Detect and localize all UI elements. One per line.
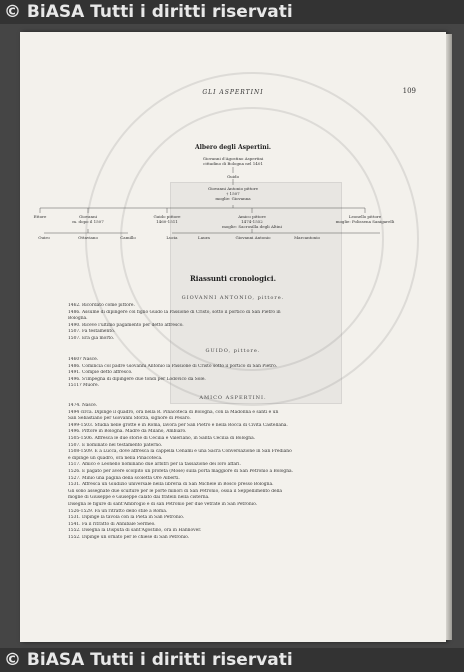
entry-line: 1499-1503. Studia nelle grotte e in Roma, lavora per San Pietro e nella Rocca di Civita Castellana.	[68, 422, 288, 428]
entry-line: 1474. Nasce.	[68, 403, 98, 408]
entry-line: 1507. Fa testamento.	[68, 329, 116, 335]
entry-line: 1460? Nasce.	[68, 357, 99, 362]
tree-gen3-line3: moglie: Giovanna	[215, 196, 251, 201]
tree-child-amico-line3: moglie: Sacrosilla degli Altini	[222, 224, 282, 229]
entry-line: 1494 circa. Dipinge il quadro, ora nella R. Pinacoteca di Bologna, con la Madonna e santi e un	[68, 409, 279, 415]
tree-child-amico-line1: Amico pittore	[238, 214, 266, 219]
section-title: Riassunti cronologici.	[189, 274, 277, 283]
entry-line: e dipinge un quadro, ora nella Pinacoteca.	[68, 455, 163, 461]
tree-gc-right-3: Giovanni Antonio	[235, 235, 271, 240]
page-number: 109	[402, 87, 416, 95]
entry-line: 1496. S'impegna di dipingere due tondi per Lodovico da Sole.	[68, 376, 206, 382]
tree-gc-right-2: Laura	[198, 235, 210, 240]
entry-line: 1507. Era già morto.	[68, 335, 115, 341]
entry-line: 1505-1506. Affresca le due storie di Cecilia e Valeriano, in Santa Cecilia di Bologna.	[68, 435, 256, 441]
entry-line: 1552. Dipinge un ornato per le chiese di San Petronio.	[68, 534, 190, 540]
entry-line: 1531. Dipinge la tavola con la Pietà in San Petronio.	[68, 515, 185, 521]
entry-line: 1508-1509. È a Lucca, dove affresca la cappella Cenami e una Sacra Conversazione in San Frediano	[68, 449, 292, 455]
tree-gen3-line1: Giovanni Antonio pittore	[208, 186, 258, 191]
tree-gc-left-1: Ouiro	[38, 235, 50, 240]
entry-line: 1507. E nominato nel testamento paterno.	[68, 442, 163, 448]
entry-line: Bologna.	[68, 316, 88, 322]
entry-line: 1486. Comincia col padre Giovanni Antonio la Passione di Cristo sotto il portico di San Pietro.	[68, 363, 278, 369]
tree-child-giovanni-line1: Giovanni	[79, 214, 97, 219]
subheading-amico: AMICO ASPERTINI.	[199, 395, 267, 401]
entries-amico	[68, 403, 428, 541]
tree-child-giovanni-line2: m. dopo il 1507	[72, 219, 104, 224]
family-tree-title: Albero degli Aspertini.	[194, 144, 272, 151]
tree-gc-right-1: Lucia	[166, 235, 178, 240]
tree-child-amico-line2: 1474-1552	[241, 219, 263, 224]
copyright-banner-bottom: © BiASA Tutti i diritti riservati	[0, 648, 464, 672]
entry-line: 1462. Ricordato come pittore.	[68, 303, 135, 308]
subheading-guido: GUIDO, pittore.	[205, 348, 261, 354]
page-edge	[446, 34, 452, 640]
entry-line: 1527. Miniò una pagina della scoletta Ore Alberti.	[68, 475, 180, 481]
tree-child-guido-line1: Guido pittore	[153, 214, 181, 219]
entry-line: 1511? Muore.	[68, 383, 99, 389]
entry-line: 1491. Compie detto affresco.	[68, 370, 133, 376]
book-page	[20, 32, 446, 642]
tree-gen2: Guido	[226, 174, 240, 179]
entry-line: Disegna le figure di sant'Ambrogio e di san Petronio per due vetrate in San Petronio.	[68, 501, 258, 507]
tree-gc-right-4: Marcantonio	[294, 235, 320, 240]
tree-gc-left-2: Ottaviano	[78, 235, 98, 240]
entry-line: 1517. Amico e Leonello nominano due arbitri per la tassazione dei loro affari.	[68, 462, 241, 468]
tree-gen3-line2: † 1507	[226, 191, 240, 196]
entry-line: 1552. Disegna la Disputa di sant'Agostino, ora in Hannover.	[68, 528, 202, 534]
entry-line: 1526-1529. Fa un ritratto dello stile a Roma.	[68, 508, 168, 514]
tree-root-line2: cittadino di Bologna nel 1401	[203, 161, 263, 166]
entry-line: 1526. È pagato per avere scolpito un profeta (Mosè) sulla porta maggiore di San Petronio a Bologna.	[68, 468, 294, 474]
entry-line: moglie di Giuseppe e Giuseppe calato dai fratelli nella cisterna.	[68, 495, 210, 501]
entry-line: 1496. Pittore in Bologna. Madre da Milano, Ambiaro.	[68, 429, 187, 435]
tree-child-leonello-line1: Leonello pittore	[348, 214, 382, 219]
entry-line: 1486. Assume di dipingere col figlio Guido la Passione di Cristo, sotto il portico di San Pietro in	[68, 309, 281, 315]
entry-line: 1490. Riceve l'ultimo pagamento per detto affresco.	[68, 322, 184, 328]
tree-root-line1: Giovanni d'Agostino Aspertini	[202, 156, 264, 161]
entry-line: 1531. Affresca un Giudizio universale nella libreria di San Michele in Bosco presso Bologna.	[68, 482, 274, 488]
entries-giovanni-antonio	[68, 303, 428, 343]
entry-line: San Sebastiano per Giovanni Sforza, signore di Pesaro.	[68, 416, 191, 422]
running-head: GLI ASPERTINI	[202, 89, 264, 96]
entry-line: Gli sono assegnate due sculture per le porte minori di San Petronio, ossia il Seppellimento della	[68, 488, 283, 494]
copyright-banner-top: © BiASA Tutti i diritti riservati	[0, 0, 464, 24]
tree-child-ettore: Ettore	[33, 214, 47, 219]
entries-guido	[68, 357, 428, 390]
tree-child-guido-line2: 1460-1511	[156, 219, 178, 224]
tree-gc-left-3: Camillo	[120, 235, 136, 240]
entry-line: 1541. Fa il ritratto di Annibale Sermeo.	[68, 521, 156, 527]
subheading-giovanni-antonio: GIOVANNI ANTONIO, pittore.	[181, 295, 285, 301]
scan-area	[0, 24, 464, 648]
tree-child-leonello-line2: moglie: Polissena Sanigarelli	[335, 219, 395, 224]
